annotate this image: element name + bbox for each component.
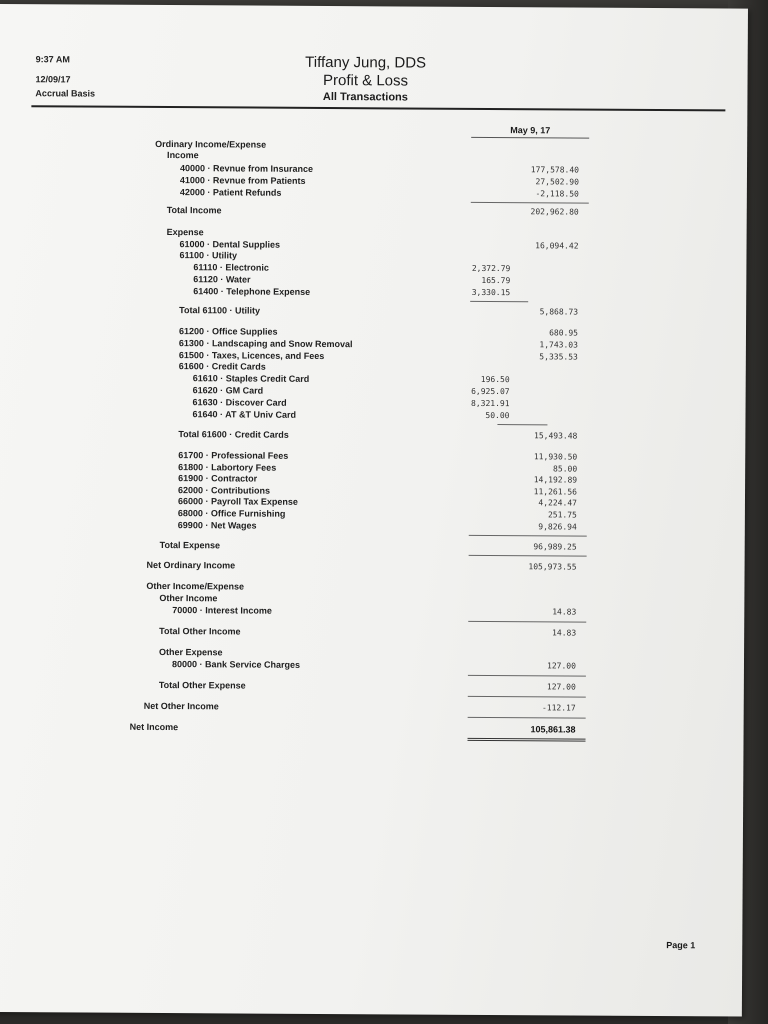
row-label: 66000 · Payroll Tax Expense [177,496,298,507]
row-label: 62000 · Contributions [178,485,271,496]
row-label: 61500 · Taxes, Licences, and Fees [178,350,325,361]
subtotal-rule [468,621,586,623]
account-row [0,604,576,619]
page-number: Page 1 [666,940,696,951]
account-row [0,408,578,423]
row-label: 61100 · Utility [179,250,238,261]
row-label: Total 61100 · Utility [179,305,261,316]
subtotal-rule [470,301,528,302]
company-name: Tiffany Jung, DDS [305,53,427,72]
row-value: 1,743.03 [539,340,578,350]
row-value: 105,861.38 [530,724,576,735]
row-value: 14,192.89 [533,475,578,485]
row-value: 14.83 [552,607,577,617]
row-label: 41000 · Revnue from Patients [179,175,306,186]
row-label: 61640 · AT &T Univ Card [192,409,297,420]
header-rule [31,105,725,111]
total-row [0,559,577,574]
row-value: 251.75 [547,510,577,520]
account-row [0,285,578,300]
row-label: 61400 · Telephone Expense [193,286,311,297]
account-row [0,186,579,201]
subtotal-rule [468,696,586,698]
row-label: 40000 · Revnue from Insurance [179,163,314,174]
total-row [0,204,579,219]
net-income-row [0,721,576,736]
subtotal-rule [469,535,587,537]
row-label: Other Income [159,592,218,604]
row-value: 9,826.94 [538,522,577,532]
row-label: Net Income [129,721,179,733]
section-heading [0,149,579,164]
subtotal-rule [468,675,586,677]
row-label: 61200 · Office Supplies [178,326,278,337]
row-value: 14.83 [552,628,577,638]
print-time: 9:37 AM [35,54,70,65]
row-label: 61110 · Electronic [193,262,269,273]
row-label: Total Income [166,205,222,216]
total-row [0,304,578,319]
grand-total-rule [468,738,586,742]
row-value: 5,868.73 [539,307,579,317]
row-value: 2,372.79 [471,263,511,274]
row-label: Net Other Income [143,700,219,712]
row-label: Net Ordinary Income [146,559,236,571]
row-label: 69900 · Net Wages [177,520,257,531]
total-row [0,700,576,715]
row-value: 11,261.56 [533,487,578,497]
row-label: Total Expense [159,539,221,551]
account-row [0,658,576,673]
row-value: 15,493.48 [533,431,578,441]
row-label: 61300 · Landscaping and Snow Removal [178,338,353,350]
account-row [0,519,577,534]
row-label: Expense [166,227,204,238]
row-value: 4,224.47 [538,498,577,508]
column-header-rule [471,137,589,139]
row-value: 85.00 [553,464,578,474]
row-label: 61000 · Dental Supplies [179,239,281,250]
row-label: 61620 · GM Card [192,385,264,396]
row-label: Total 61600 · Credit Cards [178,429,289,440]
row-value: 16,094.42 [535,241,579,251]
row-label: 68000 · Office Furnishing [177,508,286,519]
row-value: 202,962.80 [530,207,579,217]
subtotal-rule [469,555,587,557]
report-title: Profit & Loss [322,71,409,90]
row-value: 3,330.15 [471,287,511,298]
row-value: 196.50 [480,374,510,385]
row-value: 680.95 [549,328,579,338]
total-row [0,679,576,694]
row-value: 165.79 [481,275,511,286]
row-value: 11,930.50 [533,452,578,462]
row-value: 105,973.55 [528,562,577,572]
row-label: Other Expense [159,646,223,658]
total-row [0,428,577,443]
row-value: -112.17 [541,703,576,713]
report-subtitle: All Transactions [322,90,408,104]
row-value: 127.00 [546,682,576,692]
subtotal-rule [471,202,589,204]
column-header: May 9, 17 [510,125,551,136]
accounting-basis: Accrual Basis [35,88,96,99]
row-label: Income [167,150,199,161]
row-label: 61900 · Contractor [178,473,258,484]
report-date: 12/09/17 [35,74,71,85]
row-label: 61600 · Credit Cards [178,361,266,372]
row-value: 127.00 [547,661,576,671]
subtotal-rule [468,717,586,719]
total-row [0,625,576,640]
row-label: 61630 · Discover Card [192,397,287,408]
row-value: 8,321.91 [471,398,510,409]
row-label: 80000 · Bank Service Charges [171,659,301,670]
row-label: Total Other Expense [158,679,246,691]
row-value: -2,118.50 [535,189,579,199]
row-label: 61610 · Staples Credit Card [192,373,310,384]
row-value: 6,925.07 [471,386,510,397]
row-value: 50.00 [485,410,510,421]
row-label: Other Income/Expense [146,580,245,592]
row-label: 61120 · Water [193,274,251,285]
row-label: 42000 · Patient Refunds [179,187,282,198]
row-value: 177,578.40 [530,165,580,175]
row-value: 27,502.90 [535,177,579,187]
row-label: 61800 · Labortory Fees [178,462,277,473]
row-label: Ordinary Income/Expense [155,138,267,150]
row-value: 96,989.25 [533,542,577,552]
total-row [0,539,577,554]
row-label: 61700 · Professional Fees [178,450,289,461]
row-value: 5,335.53 [539,352,578,362]
row-label: 70000 · Interest Income [172,605,272,616]
report-page [0,4,748,1017]
row-label: Total Other Income [159,625,241,637]
subtotal-rule [497,424,547,425]
